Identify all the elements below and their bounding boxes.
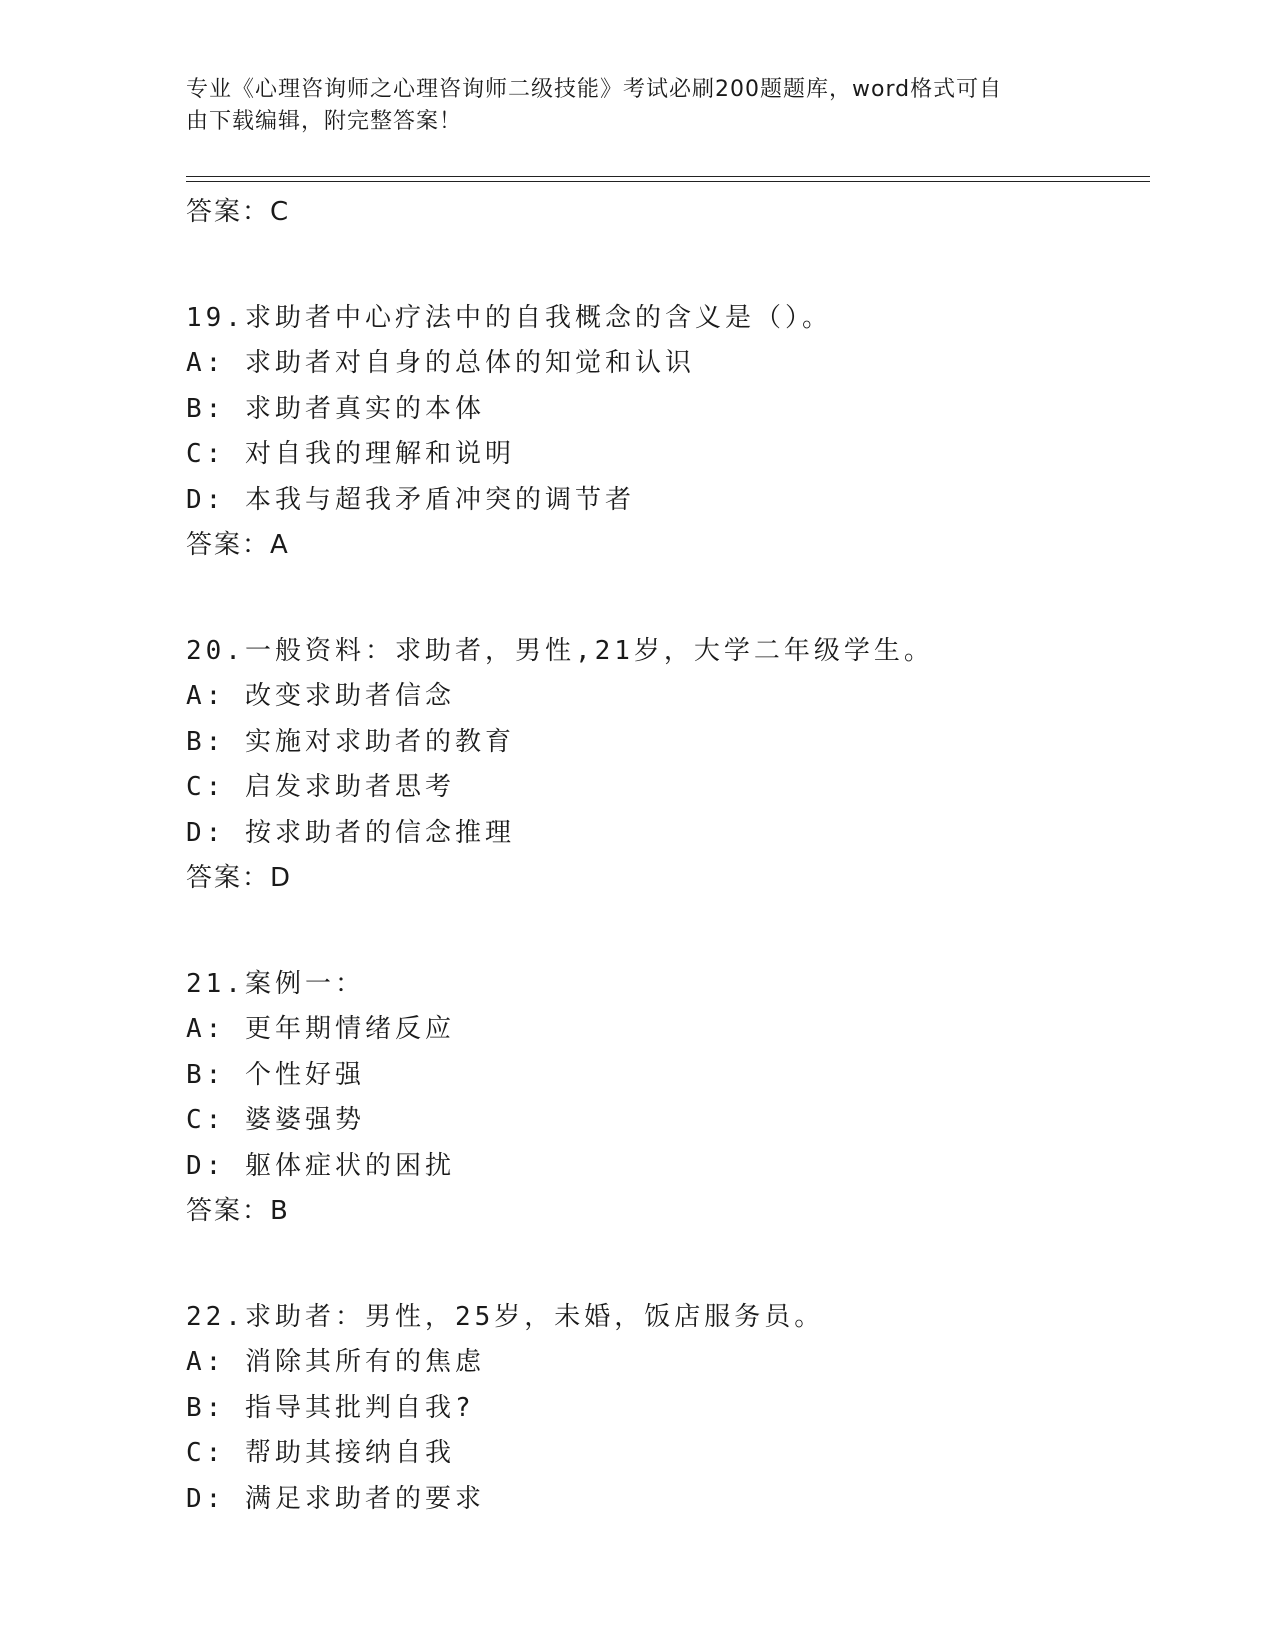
header-divider-bottom: [186, 181, 1150, 182]
option-a: A: 消除其所有的焦虑: [186, 1347, 485, 1377]
header-line-2: 由下载编辑，附完整答案！: [186, 109, 463, 134]
answer-line: 答案：B: [186, 1196, 290, 1226]
option-c: C: 启发求助者思考: [186, 772, 455, 802]
answer-line: 答案：C: [186, 197, 291, 227]
question-22: [186, 1295, 1146, 1523]
option-a: A: 改变求助者信念: [186, 681, 455, 711]
option-d: D: 本我与超我矛盾冲突的调节者: [186, 484, 635, 515]
question-list: [186, 190, 1146, 1522]
option-b: B: 个性好强: [186, 1059, 365, 1090]
option-d: D: 躯体症状的困扰: [186, 1150, 455, 1181]
option-b: B: 求助者真实的本体: [186, 393, 485, 424]
question-stem: 19.求助者中心疗法中的自我概念的含义是（）。: [186, 302, 832, 333]
option-c: C: 婆婆强势: [186, 1105, 365, 1135]
option-a: A: 求助者对自身的总体的知觉和认识: [186, 348, 695, 378]
option-d: D: 按求助者的信念推理: [186, 817, 515, 848]
document-header: [186, 74, 1066, 138]
question-21: [186, 962, 1146, 1235]
option-b: B: 指导其批判自我?: [186, 1392, 475, 1423]
option-c: C: 对自我的理解和说明: [186, 439, 515, 469]
option-b: B: 实施对求助者的教育: [186, 726, 515, 757]
option-d: D: 满足求助者的要求: [186, 1483, 485, 1514]
option-a: A: 更年期情绪反应: [186, 1014, 455, 1044]
answer-line: 答案：D: [186, 863, 293, 893]
option-c: C: 帮助其接纳自我: [186, 1438, 455, 1468]
answer-line: 答案：A: [186, 530, 290, 560]
question-stem: 20.一般资料：求助者，男性,21岁，大学二年级学生。: [186, 635, 934, 666]
question-stem: 21.案例一：: [186, 968, 365, 999]
question-stem: 22.求助者：男性，25岁，未婚，饭店服务员。: [186, 1301, 825, 1332]
header-divider-top: [186, 176, 1150, 177]
question-20: [186, 629, 1146, 902]
question-19: [186, 296, 1146, 569]
header-line-1: 专业《心理咨询师之心理咨询师二级技能》考试必刷200题题库，word格式可自: [186, 77, 1003, 102]
